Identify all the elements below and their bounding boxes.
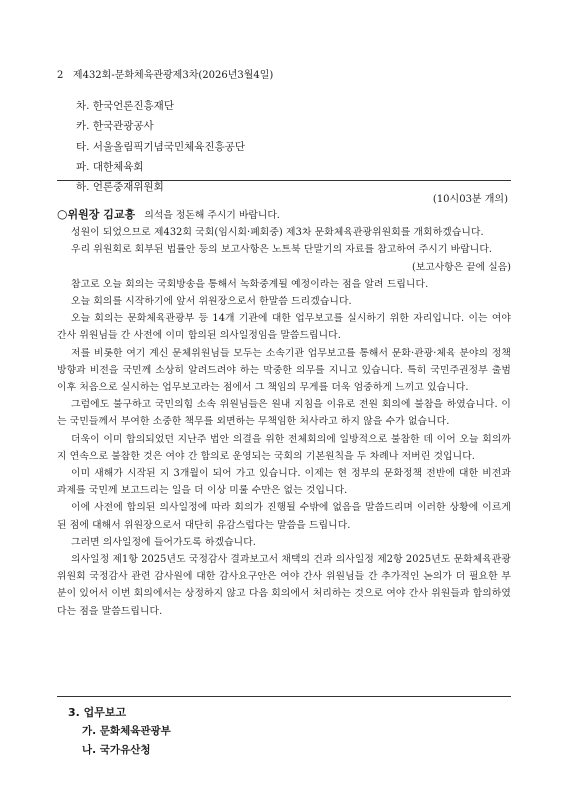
agency-item: 카. 한국관광공사 (76, 120, 154, 133)
agency-item: 하. 언론중재위원회 (76, 181, 164, 194)
opening-time: (10시03분 개의) (432, 194, 508, 205)
report-section (68, 703, 171, 760)
paragraph: 그러면 의사일정에 들어가도록 하겠습니다. (71, 536, 257, 548)
report-note: (보고사항은 끝에 실음) (411, 261, 511, 273)
agency-item: 파. 대한체육회 (76, 160, 144, 173)
chair-remark-text: 의석을 정돈해 주시기 바랍니다. (144, 210, 280, 221)
report-item: 가. 문화체육관광부 (82, 725, 171, 737)
paragraph: 더욱이 이미 합의되었던 지난주 법안 의결을 위한 전체회의에 일방적으로 불참한 데 이어 오늘 회의까지 연속으로 불참한 것은 여야 간 합의로 운영되는 국회의 기본원칙을 두 차례나 저버린 것입니다. (57, 433, 511, 462)
paragraph: 성원이 되었으므로 제432회 국회(임시회·폐회중) 제3차 문화체육관광위원회를 개회하겠습니다. (71, 227, 484, 239)
bottom-divider (57, 696, 511, 697)
minutes-body (57, 206, 511, 620)
paragraph: 저를 비롯한 여기 계신 문체위원님들 모두는 소속기관 업무보고를 통해서 문화·관광·체육 분야의 정책 방향과 비전을 국민께 소상히 알려드려야 하는 막중한 의무를 지니고 있습니다. 특히 국민주권정부 출범 이후 처음으로 실시하는 업무보고라는 점에서 그 책임의 무게를 더욱 엄중하게 느끼고 있습니다. (57, 347, 511, 394)
paragraph: 오늘 회의는 문화체육관광부 등 14개 기관에 대한 업무보고를 실시하기 위한 자리입니다. 이는 여야 간사 위원님들 간 사전에 이미 합의된 의사일정임을 말씀드립니다. (57, 313, 511, 342)
agency-list (76, 96, 245, 197)
top-divider (57, 180, 511, 181)
paragraph: 이미 새해가 시작된 지 3개월이 되어 가고 있습니다. 이제는 현 정부의 문화정책 전반에 대한 비전과 과제를 국민께 보고드리는 일을 더 이상 미룰 수만은 없는 것입니다. (57, 468, 511, 497)
report-item: 나. 국가유산청 (82, 744, 151, 756)
paragraph: 우리 위원회로 회부된 법률안 등의 보고사항은 노트북 단말기의 자료를 참고하여 주시기 바랍니다. (71, 244, 493, 256)
report-heading: 3. 업무보고 (68, 706, 127, 719)
paragraph: 오늘 회의를 시작하기에 앞서 위원장으로서 한말씀 드리겠습니다. (71, 296, 352, 308)
paragraph: 이에 사전에 합의된 의사일정에 따라 회의가 진행될 수밖에 없음을 말씀드리며 이러한 상황에 이르게 된 점에 대해서 위원장으로서 대단히 유감스럽다는 말씀을 드립니다. (57, 502, 511, 531)
paragraph: 그럼에도 불구하고 국민의힘 소속 위원님들은 원내 지침을 이유로 전원 회의에 불참을 하였습니다. 이는 국민들께서 부여한 소중한 책무를 외면하는 무책임한 처사라고 하지 않을 수가 없습니다. (57, 399, 511, 428)
page-number: 2 (57, 70, 64, 81)
speaker-mark-icon: ○ (57, 207, 68, 221)
chair-remark (57, 206, 511, 224)
paragraph: 의사일정 제1항 2025년도 국정감사 결과보고서 채택의 건과 의사일정 제2항 2025년도 문화체육관광위원회 국정감사 관련 감사원에 대한 감사요구안은 여야 간사 위원님들 간 추가적인 논의가 더 필요한 부분이 있어서 이번 회의에서는 상정하지 않고 다음 회의에서 처리하는 것으로 여야 간사 위원들과 합의하였다는 점을 말씀드립니다. (57, 554, 511, 617)
session-info: 제432회-문화체육관광제3차(2026년3월4일) (72, 70, 274, 81)
agency-item: 차. 한국언론진흥재단 (76, 100, 174, 112)
page-header (57, 66, 273, 81)
speaker-name: 위원장 김교흥 (67, 208, 136, 221)
agency-item: 타. 서울올림픽기념국민체육진흥공단 (76, 140, 245, 153)
paragraph: 참고로 오늘 회의는 국회방송을 통해서 녹화중계될 예정이라는 점을 알려 드립니다. (71, 278, 429, 290)
